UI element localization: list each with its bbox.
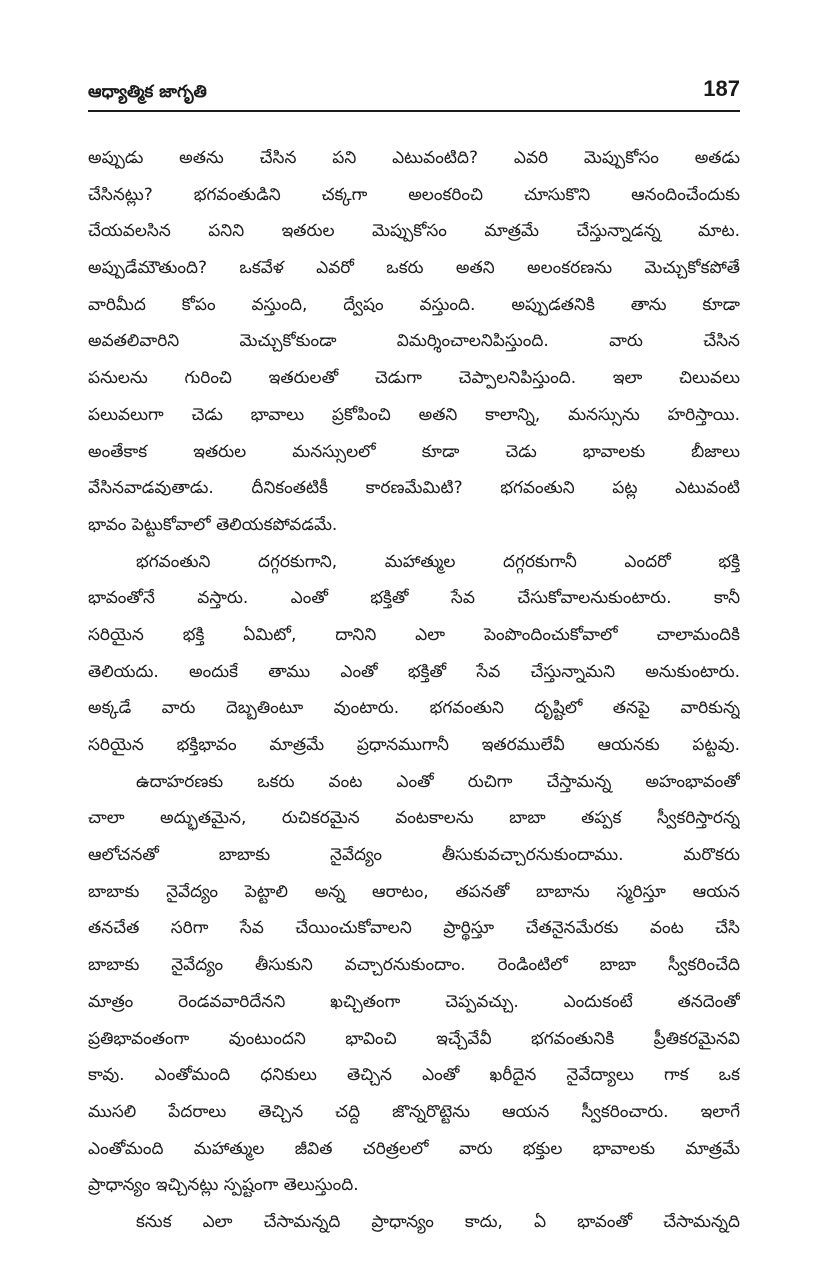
text-line: సరియైన భక్తిభావం మాత్రమే ప్రధానముగానీ ఇతరములేవీ ఆయనకు పట్టవు. (88, 735, 740, 755)
text-line: ఉదాహరణకు ఒకరు వంట ఎంతో రుచిగా చేస్తామన్న అహంభావంతో (136, 771, 740, 792)
body-text (88, 140, 740, 1241)
text-line: తనచేత సరిగా సేవ చేయించుకోవాలని ప్రార్థిస్తూ చేతనైనమేరకు వంట చేసి (88, 918, 740, 939)
text-line: ఎంతోమంది మహాత్ముల జీవిత చరిత్రలలో వారు భక్తుల భావాలకు మాత్రమే (88, 1138, 740, 1159)
text-line: చేయవలసిన పనిని ఇతరుల మెప్పుకోసం మాత్రమే చేస్తున్నాడన్న మాట. (88, 221, 740, 242)
text-line: మాత్రం రెండవవారిదేనని ఖచ్చితంగా చెప్పవచ్చు. ఎందుకంటే తనదెంతో (88, 991, 740, 1012)
text-line: అప్పుడేమౌతుంది? ఒకవేళ ఎవరో ఒకరు అతని అలంకరణను మెచ్చుకోకపోతే (88, 258, 740, 279)
text-line: వారిమీద కోపం వస్తుంది, ద్వేషం వస్తుంది. అప్పుడతనికి తాను కూడా (88, 294, 740, 315)
text-line: తెలియదు. అందుకే తాము ఎంతో భక్తితో సేవ చేస్తున్నామని అనుకుంటారు. (88, 661, 740, 682)
text-line: అవతలివారిని మెచ్చుకోకుండా విమర్శించాలనిపిస్తుంది. వారు చేసిన (88, 331, 740, 352)
text-line: భావంతోనే వస్తారు. ఎంతో భక్తితో సేవ చేసుకోవాలనుకుంటారు. కానీ (88, 588, 740, 609)
text-line: పనులను గురించి ఇతరులతో చెడుగా చెప్పాలనిపిస్తుంది. ఇలా చిలువలు (88, 368, 740, 389)
text-line: సరియైన భక్తి ఏమిటో, దానిని ఎలా పెంపొందించుకోవాలో చాలామందికి (88, 624, 740, 645)
text-line: ఆలోచనతో బాబాకు నైవేద్యం తీసుకువచ్చారనుకుందాము. మరొకరు (88, 845, 740, 866)
text-line: పలువలుగా చెడు భావాలు ప్రకోపించి అతని కాలాన్ని, మనస్సును హరిస్తాయి. (88, 404, 740, 425)
text-line: చేసినట్లు? భగవంతుడిని చక్కగా అలంకరించి చూసుకొని ఆనందించేందుకు (88, 184, 740, 205)
text-line: అప్పుడు అతను చేసిన పని ఎటువంటిది? ఎవరి మెప్పుకోసం అతడు (88, 148, 740, 168)
text-line: ప్రాధాన్యం ఇచ్చినట్లు స్పష్టంగా తెలుస్తుంది. (88, 1175, 359, 1196)
running-header (88, 78, 740, 108)
text-line: అంతేకాక ఇతరుల మనస్సులలో కూడా చెడు భావాలకు బీజాలు (88, 441, 740, 462)
text-line: వేసినవాడవుతాడు. దీనికంతటికీ కారణమేమిటి? భగవంతుని పట్ల ఎటువంటి (88, 478, 740, 499)
page-number: 187 (703, 76, 740, 101)
text-line: ప్రతిభావంతంగా వుంటుందని భావించి ఇచ్చేవేవీ భగవంతునికి ప్రీతికరమైనవి (88, 1028, 740, 1049)
text-line: బాబాకు నైవేద్యం పెట్టాలి అన్న ఆరాటం, తపనతో బాబాను స్మరిస్తూ ఆయన (88, 881, 740, 902)
text-line: అక్కడే వారు దెబ్బతింటూ వుంటారు. భగవంతుని దృష్టిలో తనపై వారికున్న (88, 698, 740, 719)
header-rule (88, 110, 740, 112)
text-line: బాబాకు నైవేద్యం తీసుకుని వచ్చారనుకుందాం. రెండింటిలో బాబా స్వీకరించేది (88, 955, 740, 976)
text-line: కనుక ఎలా చేసామన్నది ప్రాధాన్యం కాదు, ఏ భావంతో చేసామన్నది (136, 1211, 740, 1232)
text-line: భావం పెట్టుకోవాలో తెలియకపోవడమే. (88, 514, 338, 535)
text-line: భగవంతుని దగ్గరకుగాని, మహాత్ముల దగ్గరకుగానీ ఎందరో భక్తి (136, 551, 740, 572)
text-line: చాలా అద్భుతమైన, రుచికరమైన వంటకాలను బాబా తప్పక స్వీకరిస్తారన్న (88, 808, 740, 829)
text-line: ముసలి పేదరాలు తెచ్చిన చద్ది జొన్నరొట్టెను ఆయన స్వీకరించారు. ఇలాగే (88, 1101, 740, 1122)
text-line: కావు. ఎంతోమంది ధనికులు తెచ్చిన ఎంతో ఖరీదైన నైవేద్యాలు గాక ఒక (88, 1065, 740, 1086)
book-title: ఆధ్యాత్మిక జాగృతి (88, 82, 207, 102)
